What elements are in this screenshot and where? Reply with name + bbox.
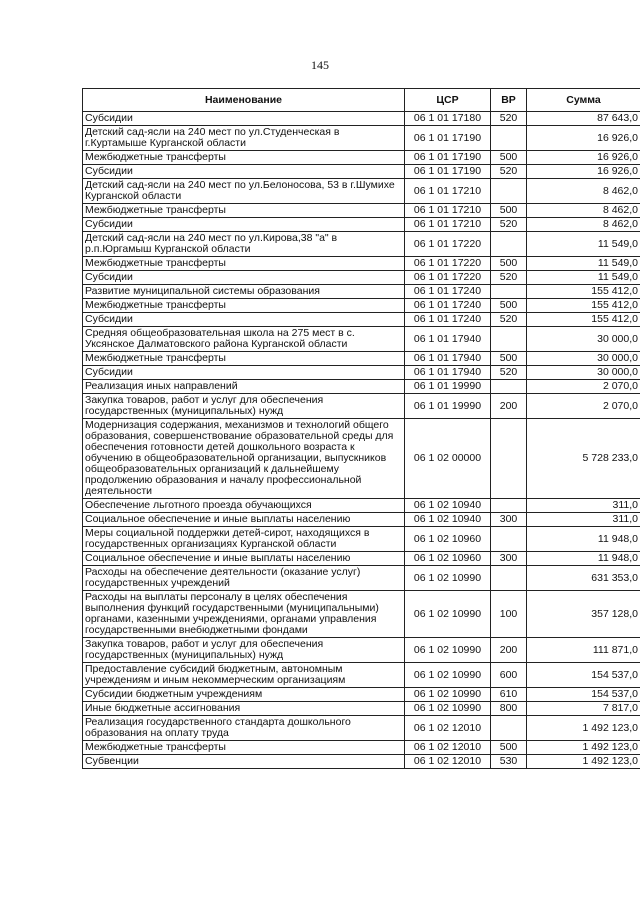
table-row [83, 313, 640, 327]
table-row [83, 366, 640, 380]
cell-csr: 06 1 01 17220 [405, 232, 491, 257]
cell-name: Субвенции [83, 755, 405, 769]
cell-csr: 06 1 01 17180 [405, 112, 491, 126]
table-row [83, 257, 640, 271]
cell-sum: 11 948,0 [527, 527, 640, 552]
cell-csr: 06 1 02 10960 [405, 552, 491, 566]
cell-sum: 154 537,0 [527, 663, 640, 688]
cell-vr: 520 [491, 112, 527, 126]
cell-csr: 06 1 01 17210 [405, 218, 491, 232]
table-row [83, 566, 640, 591]
cell-name: Расходы на обеспечение деятельности (оказание услуг) государственных учреждений [83, 566, 405, 591]
cell-csr: 06 1 01 17210 [405, 204, 491, 218]
cell-name: Предоставление субсидий бюджетным, автономным учреждениям и иным некоммерческим организациям [83, 663, 405, 688]
cell-csr: 06 1 01 17220 [405, 271, 491, 285]
cell-sum: 311,0 [527, 513, 640, 527]
cell-vr [491, 527, 527, 552]
cell-sum: 8 462,0 [527, 179, 640, 204]
cell-sum: 311,0 [527, 499, 640, 513]
cell-name: Субсидии [83, 313, 405, 327]
cell-csr: 06 1 02 10990 [405, 702, 491, 716]
table-row [83, 716, 640, 741]
cell-name: Субсидии [83, 165, 405, 179]
table-row [83, 394, 640, 419]
cell-vr: 500 [491, 257, 527, 271]
cell-vr: 200 [491, 638, 527, 663]
cell-vr: 520 [491, 366, 527, 380]
cell-name: Межбюджетные трансферты [83, 352, 405, 366]
table-row [83, 204, 640, 218]
cell-vr: 200 [491, 394, 527, 419]
cell-name: Межбюджетные трансферты [83, 151, 405, 165]
table-row [83, 499, 640, 513]
cell-name: Развитие муниципальной системы образования [83, 285, 405, 299]
cell-csr: 06 1 01 17940 [405, 327, 491, 352]
cell-csr: 06 1 01 17220 [405, 257, 491, 271]
cell-csr: 06 1 02 12010 [405, 741, 491, 755]
cell-sum: 111 871,0 [527, 638, 640, 663]
cell-csr: 06 1 01 17240 [405, 285, 491, 299]
cell-csr: 06 1 02 10940 [405, 499, 491, 513]
cell-sum: 16 926,0 [527, 126, 640, 151]
cell-csr: 06 1 01 17940 [405, 352, 491, 366]
cell-sum: 155 412,0 [527, 299, 640, 313]
cell-sum: 8 462,0 [527, 218, 640, 232]
cell-vr: 520 [491, 271, 527, 285]
cell-csr: 06 1 02 10990 [405, 591, 491, 638]
cell-csr: 06 1 02 12010 [405, 716, 491, 741]
cell-sum: 631 353,0 [527, 566, 640, 591]
table-row [83, 741, 640, 755]
cell-name: Закупка товаров, работ и услуг для обеспечения государственных (муниципальных) нужд [83, 394, 405, 419]
cell-name: Детский сад-ясли на 240 мест по ул.Кирова,38 "а" в р.п.Юргамыш Курганской области [83, 232, 405, 257]
cell-name: Субсидии бюджетным учреждениям [83, 688, 405, 702]
table-row [83, 285, 640, 299]
cell-name: Детский сад-ясли на 240 мест по ул.Белоносова, 53 в г.Шумихе Курганской области [83, 179, 405, 204]
cell-name: Модернизация содержания, механизмов и технологий общего образования, совершенствование образовательной среды для обеспечения готовности детей дошкольного возраста к обучению в общеобразовательной организации, выпускников общеобразовательных организаций к дальнейшему продолжению образования и началу профессиональной деятельности [83, 419, 405, 499]
cell-name: Социальное обеспечение и иные выплаты населению [83, 552, 405, 566]
cell-csr: 06 1 01 17190 [405, 151, 491, 165]
cell-sum: 1 492 123,0 [527, 741, 640, 755]
column-header-sum: Сумма [527, 89, 640, 112]
cell-csr: 06 1 01 17240 [405, 299, 491, 313]
cell-sum: 11 549,0 [527, 257, 640, 271]
cell-vr: 500 [491, 204, 527, 218]
cell-sum: 155 412,0 [527, 285, 640, 299]
cell-name: Реализация иных направлений [83, 380, 405, 394]
cell-sum: 357 128,0 [527, 591, 640, 638]
cell-name: Реализация государственного стандарта дошкольного образования на оплату труда [83, 716, 405, 741]
column-header-csr: ЦСР [405, 89, 491, 112]
table-row [83, 591, 640, 638]
cell-vr [491, 499, 527, 513]
cell-csr: 06 1 02 12010 [405, 755, 491, 769]
table-row [83, 151, 640, 165]
table-row [83, 352, 640, 366]
cell-name: Субсидии [83, 218, 405, 232]
cell-csr: 06 1 02 10990 [405, 638, 491, 663]
cell-sum: 155 412,0 [527, 313, 640, 327]
cell-vr: 300 [491, 513, 527, 527]
cell-name: Детский сад-ясли на 240 мест по ул.Студенческая в г.Куртамыше Курганской области [83, 126, 405, 151]
cell-vr: 610 [491, 688, 527, 702]
cell-vr: 500 [491, 352, 527, 366]
column-header-vr: ВР [491, 89, 527, 112]
table-row [83, 299, 640, 313]
cell-vr: 520 [491, 218, 527, 232]
table-row [83, 638, 640, 663]
cell-csr: 06 1 02 10990 [405, 663, 491, 688]
cell-sum: 1 492 123,0 [527, 755, 640, 769]
cell-csr: 06 1 01 17190 [405, 165, 491, 179]
cell-sum: 2 070,0 [527, 380, 640, 394]
cell-vr: 500 [491, 299, 527, 313]
table-row [83, 755, 640, 769]
column-header-name: Наименование [83, 89, 405, 112]
table-row [83, 702, 640, 716]
cell-vr: 520 [491, 165, 527, 179]
cell-vr: 500 [491, 151, 527, 165]
cell-csr: 06 1 02 10940 [405, 513, 491, 527]
cell-name: Обеспечение льготного проезда обучающихся [83, 499, 405, 513]
cell-vr [491, 232, 527, 257]
table-row [83, 419, 640, 499]
cell-csr: 06 1 01 17210 [405, 179, 491, 204]
cell-name: Меры социальной поддержки детей-сирот, находящихся в государственных организациях Курганской области [83, 527, 405, 552]
cell-vr: 500 [491, 741, 527, 755]
table-row [83, 527, 640, 552]
cell-name: Социальное обеспечение и иные выплаты населению [83, 513, 405, 527]
cell-vr: 530 [491, 755, 527, 769]
cell-vr: 100 [491, 591, 527, 638]
table-row [83, 663, 640, 688]
table-row [83, 271, 640, 285]
cell-vr [491, 126, 527, 151]
cell-vr [491, 566, 527, 591]
budget-table [82, 88, 640, 769]
cell-name: Субсидии [83, 112, 405, 126]
cell-name: Субсидии [83, 271, 405, 285]
cell-name: Межбюджетные трансферты [83, 204, 405, 218]
cell-sum: 7 817,0 [527, 702, 640, 716]
cell-csr: 06 1 01 17190 [405, 126, 491, 151]
cell-csr: 06 1 02 10990 [405, 688, 491, 702]
cell-vr [491, 716, 527, 741]
table-row [83, 232, 640, 257]
cell-sum: 87 643,0 [527, 112, 640, 126]
cell-sum: 8 462,0 [527, 204, 640, 218]
cell-csr: 06 1 01 19990 [405, 394, 491, 419]
cell-sum: 16 926,0 [527, 165, 640, 179]
cell-sum: 11 549,0 [527, 232, 640, 257]
cell-sum: 30 000,0 [527, 327, 640, 352]
cell-csr: 06 1 02 10960 [405, 527, 491, 552]
cell-vr: 520 [491, 313, 527, 327]
cell-sum: 154 537,0 [527, 688, 640, 702]
cell-sum: 2 070,0 [527, 394, 640, 419]
cell-vr [491, 285, 527, 299]
cell-vr: 600 [491, 663, 527, 688]
table-row [83, 179, 640, 204]
table-row [83, 126, 640, 151]
table-row [83, 218, 640, 232]
cell-csr: 06 1 02 00000 [405, 419, 491, 499]
cell-csr: 06 1 02 10990 [405, 566, 491, 591]
cell-vr [491, 380, 527, 394]
cell-sum: 11 549,0 [527, 271, 640, 285]
cell-sum: 5 728 233,0 [527, 419, 640, 499]
table-row [83, 112, 640, 126]
cell-vr [491, 179, 527, 204]
cell-vr: 800 [491, 702, 527, 716]
table-row [83, 513, 640, 527]
cell-name: Межбюджетные трансферты [83, 299, 405, 313]
cell-sum: 30 000,0 [527, 352, 640, 366]
cell-name: Межбюджетные трансферты [83, 257, 405, 271]
table-row [83, 552, 640, 566]
table-row [83, 165, 640, 179]
table-row [83, 327, 640, 352]
cell-sum: 16 926,0 [527, 151, 640, 165]
cell-vr [491, 327, 527, 352]
cell-name: Расходы на выплаты персоналу в целях обеспечения выполнения функций государственными (муниципальными) органами, казенными учреждениями, органами управления государственными внебюджетными фондами [83, 591, 405, 638]
cell-csr: 06 1 01 17940 [405, 366, 491, 380]
cell-vr: 300 [491, 552, 527, 566]
cell-sum: 11 948,0 [527, 552, 640, 566]
cell-csr: 06 1 01 17240 [405, 313, 491, 327]
cell-vr [491, 419, 527, 499]
table-row [83, 380, 640, 394]
cell-sum: 1 492 123,0 [527, 716, 640, 741]
cell-name: Закупка товаров, работ и услуг для обеспечения государственных (муниципальных) нужд [83, 638, 405, 663]
page-number: 145 [311, 58, 329, 72]
cell-csr: 06 1 01 19990 [405, 380, 491, 394]
table-header-row [83, 89, 640, 112]
cell-name: Средняя общеобразовательная школа на 275 мест в с. Уксянское Далматовского района Курганской области [83, 327, 405, 352]
cell-name: Иные бюджетные ассигнования [83, 702, 405, 716]
cell-sum: 30 000,0 [527, 366, 640, 380]
table-row [83, 688, 640, 702]
cell-name: Межбюджетные трансферты [83, 741, 405, 755]
cell-name: Субсидии [83, 366, 405, 380]
